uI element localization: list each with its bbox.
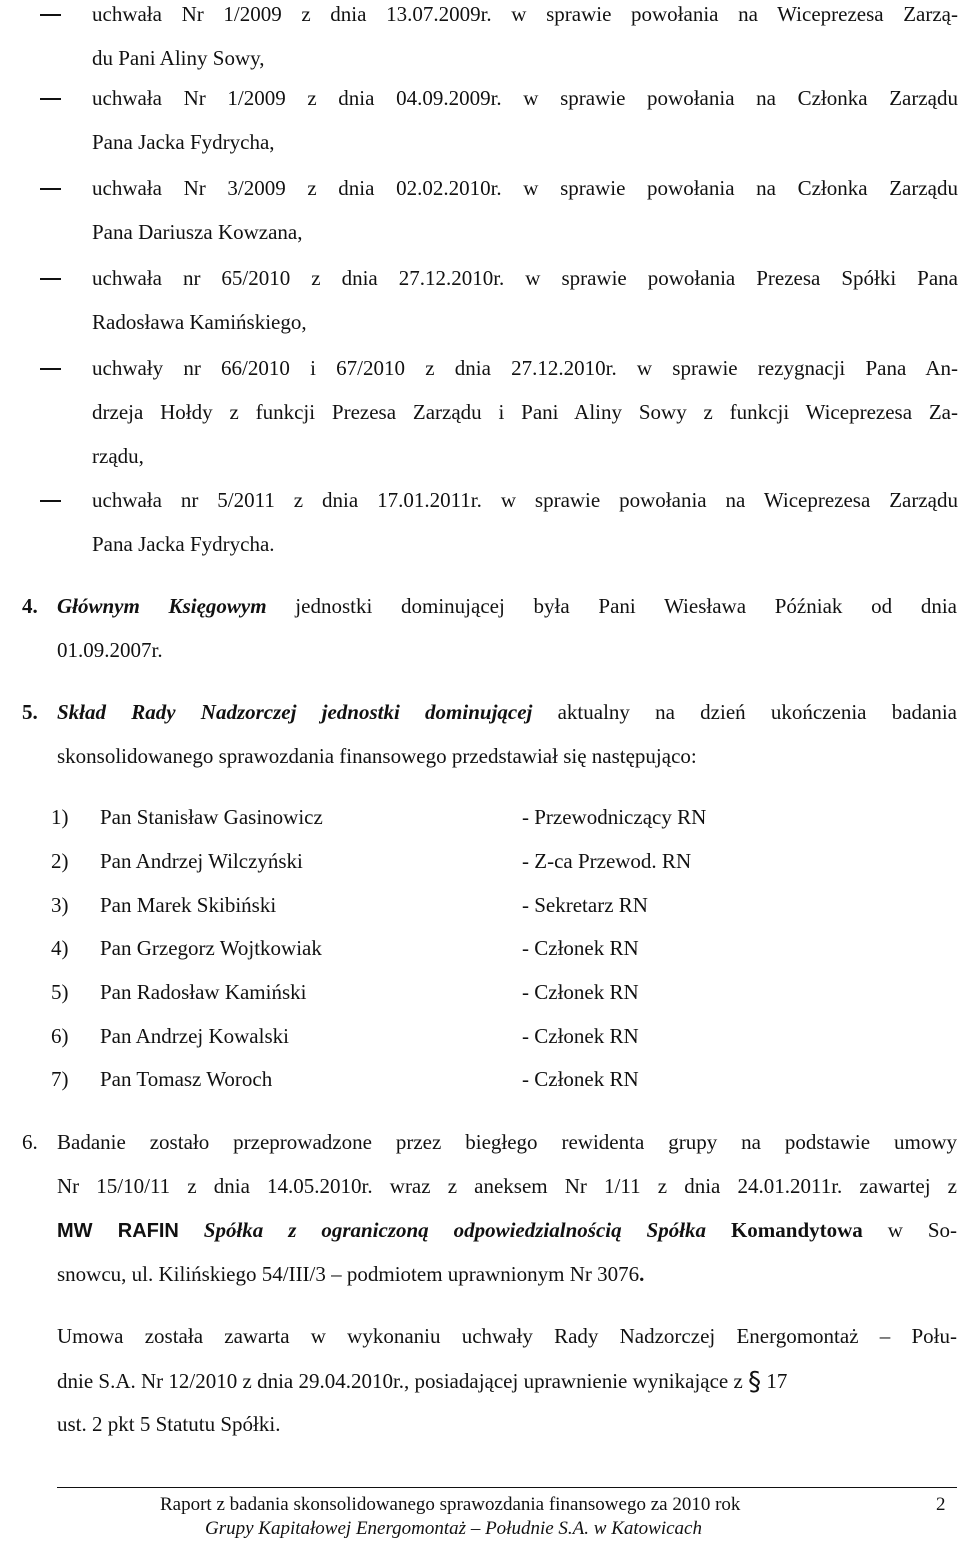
member-role: - Przewodniczący RN — [522, 805, 707, 829]
board-member-row — [0, 1015, 960, 1058]
member-number: 1) — [51, 805, 69, 829]
resolution-line: Pana Jacka Fydrycha, — [92, 130, 275, 154]
board-member-row — [0, 884, 960, 927]
section-number: 5. — [22, 700, 38, 724]
section-number: 4. — [22, 594, 38, 618]
paragraph-line: Umowa została zawarta w wykonaniu uchwały Rady Nadzorczej Energomontaż – Połu- — [57, 1324, 957, 1348]
section-text: w So- — [862, 1218, 957, 1242]
board-member-row — [0, 796, 960, 839]
board-member-row — [0, 927, 960, 970]
member-name: Pan Marek Skibiński — [100, 893, 277, 917]
resolution-line: uchwała nr 65/2010 z dnia 27.12.2010r. w sprawie powołania Prezesa Spółki Pana — [92, 266, 958, 290]
section-text-end: . — [639, 1262, 645, 1286]
member-role: - Z-ca Przewod. RN — [522, 849, 692, 873]
member-name: Pan Andrzej Wilczyński — [100, 849, 303, 873]
section-line: 01.09.2007r. — [57, 638, 163, 662]
section-line — [57, 1252, 957, 1296]
member-role: - Członek RN — [522, 1067, 639, 1091]
paragraph-line — [57, 1358, 957, 1402]
member-name: Pan Radosław Kamiński — [100, 980, 307, 1004]
paragraph-line: ust. 2 pkt 5 Statutu Spółki. — [57, 1412, 281, 1436]
member-name: Pan Tomasz Woroch — [100, 1067, 273, 1091]
board-member-row — [0, 1058, 960, 1101]
resolution-line: uchwały nr 66/2010 i 67/2010 z dnia 27.12.2010r. w sprawie rezygnacji Pana An- — [92, 356, 958, 380]
resolution-line: uchwała nr 5/2011 z dnia 17.01.2011r. w sprawie powołania na Wiceprezesa Zarządu — [92, 488, 958, 512]
member-number: 2) — [51, 849, 69, 873]
member-role: - Sekretarz RN — [522, 893, 648, 917]
resolution-line: uchwała Nr 1/2009 z dnia 13.07.2009r. w sprawie powołania na Wiceprezesa Zarzą- — [92, 2, 958, 26]
emphasis-text: Głównym Księgowym — [57, 594, 267, 618]
auditor-firm-type: Komandytowa — [706, 1218, 863, 1242]
board-member-row — [0, 971, 960, 1014]
section-text: snowcu, ul. Kilińskiego 54/III/3 – podmiotem uprawnionym Nr 3076 — [57, 1262, 640, 1286]
member-name: Pan Stanisław Gasinowicz — [100, 805, 323, 829]
board-member-row — [0, 840, 960, 883]
member-number: 4) — [51, 936, 69, 960]
section-line: Nr 15/10/11 z dnia 14.05.2010r. wraz z aneksem Nr 1/11 z dnia 24.01.2011r. zawartej z — [57, 1174, 957, 1198]
resolution-line: drzeja Hołdy z funkcji Prezesa Zarządu i Pani Aliny Sowy z funkcji Wiceprezesa Za- — [92, 400, 958, 424]
section-text: jednostki dominującej była Pani Wiesława Późniak od dnia — [266, 594, 957, 618]
resolution-line: Pana Jacka Fydrycha. — [92, 532, 275, 556]
member-number: 7) — [51, 1067, 69, 1091]
resolution-line: uchwała Nr 3/2009 z dnia 02.02.2010r. w sprawie powołania na Członka Zarządu — [92, 176, 958, 200]
resolution-line: uchwała Nr 1/2009 z dnia 04.09.2009r. w sprawie powołania na Członka Zarządu — [92, 86, 958, 110]
emphasis-text: Skład Rady Nadzorczej jednostki dominującej — [57, 700, 533, 724]
section-line — [57, 690, 957, 734]
member-name: Pan Andrzej Kowalski — [100, 1024, 289, 1048]
auditor-firm-form: Spółka z ograniczoną odpowiedzialnością Spółka — [178, 1218, 707, 1242]
section-line: skonsolidowanego sprawozdania finansowego przedstawiał się następująco: — [57, 744, 697, 768]
member-number: 5) — [51, 980, 69, 1004]
page-number: 2 — [936, 1494, 946, 1515]
member-number: 3) — [51, 893, 69, 917]
resolution-line: rządu, — [92, 444, 144, 468]
member-name: Pan Grzegorz Wojtkowiak — [100, 936, 322, 960]
footer-divider — [57, 1487, 957, 1488]
paragraph-sign: § — [748, 1367, 762, 1397]
section-number: 6. — [22, 1130, 38, 1154]
section-text: aktualny na dzień ukończenia badania — [532, 700, 957, 724]
section-line — [57, 584, 957, 628]
footer-group-name: Grupy Kapitałowej Energomontaż – Południe S.A. w Katowicach — [205, 1518, 702, 1539]
footer-report-title: Raport z badania skonsolidowanego sprawozdania finansowego za 2010 rok — [160, 1494, 741, 1515]
section-line: Badanie zostało przeprowadzone przez biegłego rewidenta grupy na podstawie umowy — [57, 1130, 957, 1154]
member-number: 6) — [51, 1024, 69, 1048]
auditor-firm-name: MW RAFIN — [57, 1220, 179, 1242]
paragraph-text: 17 — [761, 1369, 788, 1393]
resolution-line: Radosława Kamińskiego, — [92, 310, 307, 334]
resolution-line: Pana Dariusza Kowzana, — [92, 220, 303, 244]
paragraph-text: dnie S.A. Nr 12/2010 z dnia 29.04.2010r., posiadającej uprawnienie wynikające z — [57, 1369, 749, 1393]
resolution-line: du Pani Aliny Sowy, — [92, 46, 265, 70]
member-role: - Członek RN — [522, 1024, 639, 1048]
member-role: - Członek RN — [522, 980, 639, 1004]
section-line — [57, 1208, 957, 1252]
member-role: - Członek RN — [522, 936, 639, 960]
